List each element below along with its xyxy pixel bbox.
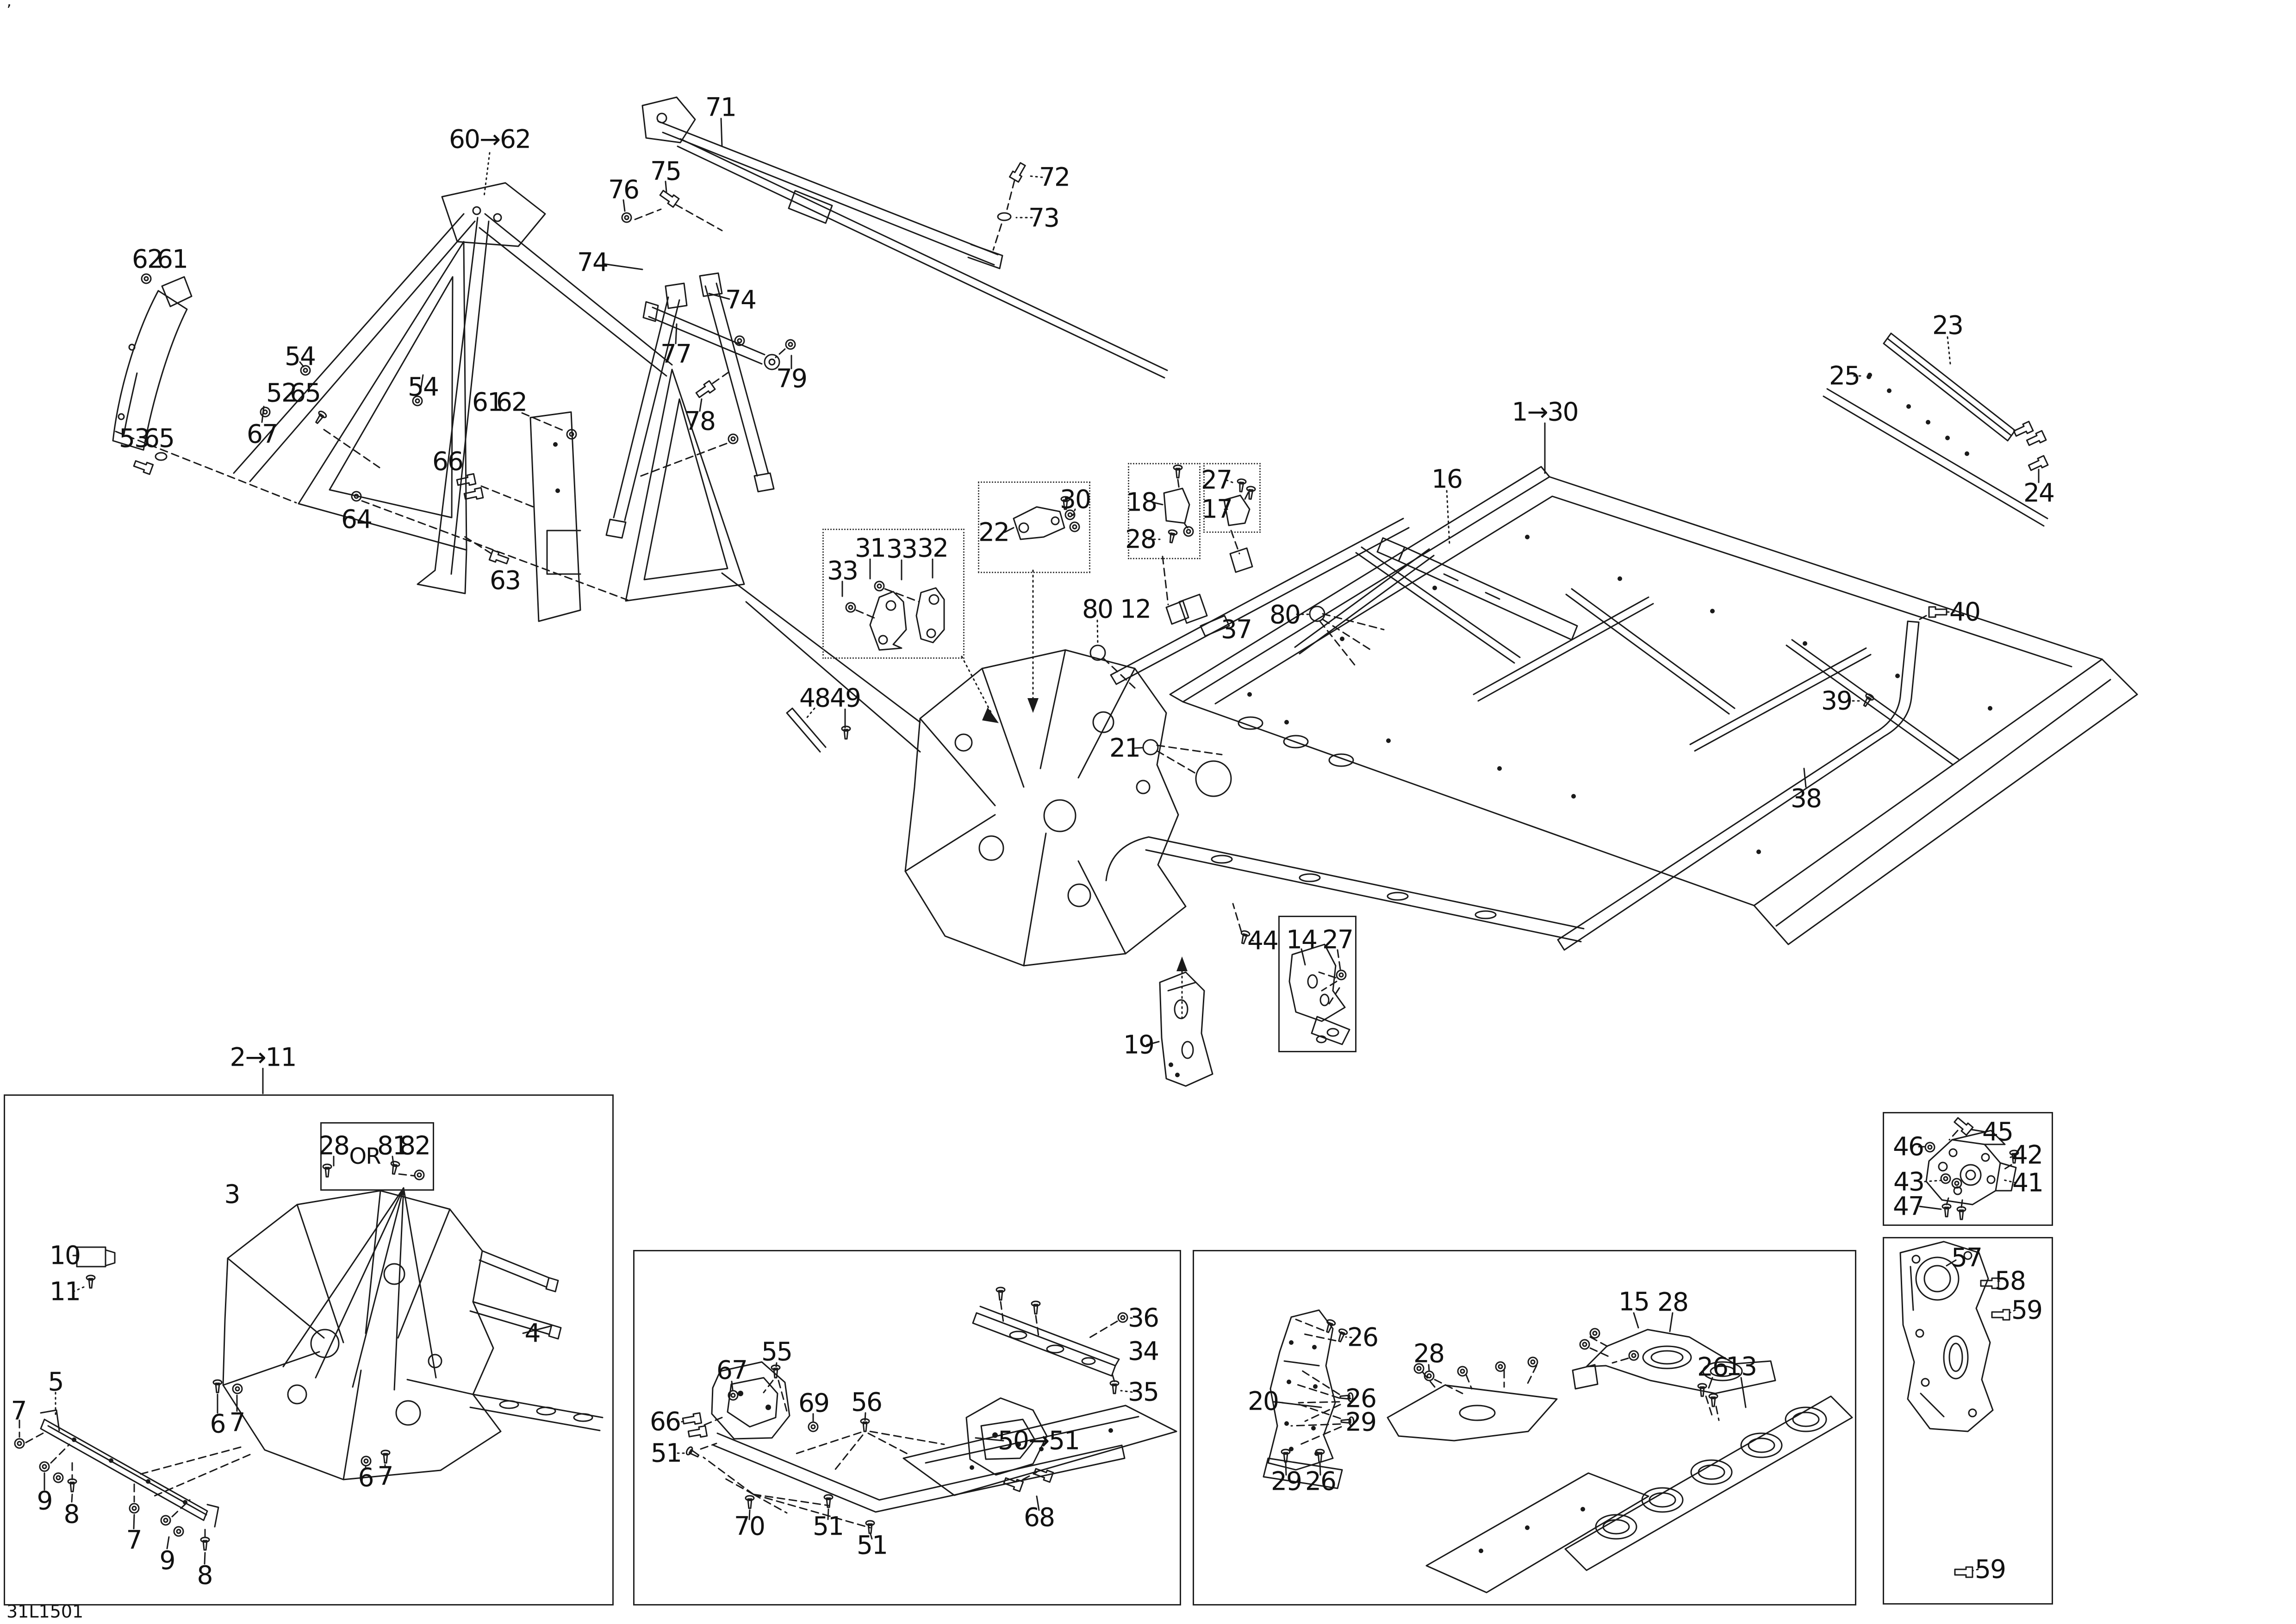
callout-40: 40 xyxy=(1949,597,1980,627)
callout-46: 46 xyxy=(1893,1131,1923,1162)
callout-47: 47 xyxy=(1893,1191,1923,1221)
callout-OR: OR xyxy=(349,1143,380,1169)
callout-26: 26 xyxy=(1347,1322,1378,1352)
part-group-57-59 xyxy=(1883,1237,2053,1605)
callout-59: 59 xyxy=(1975,1554,2005,1584)
callout-28: 28 xyxy=(1657,1287,1688,1317)
callout-56: 56 xyxy=(851,1387,882,1417)
callout-80: 80 xyxy=(1082,594,1113,624)
callout-67: 67 xyxy=(716,1355,747,1385)
callout-20: 20 xyxy=(1248,1386,1278,1416)
callout-22: 22 xyxy=(978,517,1009,547)
callout-18: 18 xyxy=(1126,487,1157,517)
callout-16: 16 xyxy=(1431,464,1462,494)
callout-66: 66 xyxy=(650,1406,680,1437)
callout-7: 7 xyxy=(126,1525,142,1555)
callout-37: 37 xyxy=(1221,614,1251,644)
callout-69: 69 xyxy=(798,1388,829,1418)
callout-5: 5 xyxy=(48,1367,63,1397)
callout-57: 57 xyxy=(1951,1243,1982,1273)
callout-61: 61 xyxy=(472,387,503,417)
callout-19: 19 xyxy=(1123,1030,1154,1060)
callout-72: 72 xyxy=(1039,162,1070,192)
part-group-2-11 xyxy=(4,1094,614,1605)
callout-13: 13 xyxy=(1726,1351,1756,1381)
callout-36: 36 xyxy=(1128,1303,1158,1333)
part-group-bumper xyxy=(633,1250,1181,1605)
callout-33: 33 xyxy=(886,534,917,564)
callout-77: 77 xyxy=(660,339,691,369)
callout-63: 63 xyxy=(490,565,520,595)
callout-76: 76 xyxy=(608,175,639,205)
callout-26: 26 xyxy=(1305,1466,1336,1496)
callout-52: 52 xyxy=(266,378,297,408)
callout-29: 29 xyxy=(1345,1407,1376,1437)
callout-29: 29 xyxy=(1271,1466,1301,1496)
callout-27: 27 xyxy=(1201,465,1232,495)
callout-82: 82 xyxy=(399,1131,430,1161)
tunnel-frame xyxy=(722,333,2137,1086)
callout-81: 81 xyxy=(377,1131,408,1161)
callout-66: 66 xyxy=(432,446,463,476)
callout-33: 33 xyxy=(827,556,858,586)
callout-31: 31 xyxy=(855,533,885,563)
callout-62: 62 xyxy=(496,387,527,417)
callout-23: 23 xyxy=(1932,310,1963,340)
callout-7: 7 xyxy=(11,1396,26,1426)
stray-mark: ’ xyxy=(6,1,12,20)
callout-51: 51 xyxy=(857,1530,887,1560)
callout-8: 8 xyxy=(63,1499,79,1529)
callout-45: 45 xyxy=(1982,1117,2013,1147)
callout-26: 26 xyxy=(1345,1383,1376,1413)
callout-75: 75 xyxy=(650,156,681,186)
callout-38: 38 xyxy=(1791,783,1821,813)
callout-42: 42 xyxy=(2012,1140,2042,1170)
callout-10: 10 xyxy=(50,1240,80,1270)
callout-74: 74 xyxy=(725,285,756,315)
callout-78: 78 xyxy=(684,406,715,436)
callout-26: 26 xyxy=(1697,1352,1728,1382)
callout-7: 7 xyxy=(377,1461,393,1491)
callout-12: 12 xyxy=(1120,594,1151,624)
callout-61: 61 xyxy=(157,244,187,274)
callout-43: 43 xyxy=(1893,1167,1924,1197)
callout-55: 55 xyxy=(761,1337,792,1367)
callout-74: 74 xyxy=(577,247,608,277)
callout-7: 7 xyxy=(229,1407,245,1437)
document-code: 31L1501 xyxy=(6,1601,84,1622)
callout-64: 64 xyxy=(341,504,372,534)
callout-28: 28 xyxy=(1413,1338,1444,1368)
callout-70: 70 xyxy=(734,1511,765,1541)
callout-58: 58 xyxy=(1995,1266,2025,1296)
callout-27: 27 xyxy=(1322,924,1353,955)
callout-34: 34 xyxy=(1128,1336,1158,1366)
callout-54: 54 xyxy=(285,341,315,371)
part-group-heat-shields xyxy=(1193,1250,1856,1605)
callout-80: 80 xyxy=(1269,600,1300,630)
callout-67: 67 xyxy=(247,419,277,449)
callout-17: 17 xyxy=(1201,494,1232,524)
callout-35: 35 xyxy=(1128,1377,1158,1407)
callout-65: 65 xyxy=(143,423,174,453)
callout-11: 11 xyxy=(50,1276,80,1306)
callout-79: 79 xyxy=(776,363,807,394)
callout-41: 41 xyxy=(2012,1168,2043,1198)
callout-21: 21 xyxy=(1109,733,1140,763)
callout-32: 32 xyxy=(917,533,948,563)
callout-3: 3 xyxy=(224,1179,240,1209)
callout-48: 48 xyxy=(799,683,830,713)
callout-73: 73 xyxy=(1028,203,1059,233)
callout-2-11: 2→11 xyxy=(230,1042,296,1072)
callout-30: 30 xyxy=(1060,484,1090,514)
callout-54: 54 xyxy=(408,372,438,402)
callout-49: 49 xyxy=(830,683,860,713)
callout-71: 71 xyxy=(705,92,736,122)
callout-9: 9 xyxy=(37,1486,52,1516)
callout-14: 14 xyxy=(1286,924,1317,955)
callout-65: 65 xyxy=(290,378,320,408)
callout-51: 51 xyxy=(813,1511,843,1541)
callout-50-51: 50→51 xyxy=(997,1425,1080,1455)
callout-25: 25 xyxy=(1829,361,1860,391)
callout-44: 44 xyxy=(1247,925,1278,956)
callout-24: 24 xyxy=(2023,478,2054,508)
callout-60-62: 60→62 xyxy=(448,124,531,154)
steering-rods xyxy=(604,92,1167,538)
callout-59: 59 xyxy=(2011,1295,2042,1325)
callout-62: 62 xyxy=(132,244,162,274)
callout-68: 68 xyxy=(1024,1502,1054,1532)
callout-51: 51 xyxy=(651,1438,681,1468)
callout-8: 8 xyxy=(197,1560,212,1590)
callout-1-30: 1→30 xyxy=(1512,397,1578,427)
callout-4: 4 xyxy=(524,1318,540,1348)
callout-39: 39 xyxy=(1821,686,1852,716)
callout-6: 6 xyxy=(210,1409,225,1439)
callout-53: 53 xyxy=(119,423,149,453)
callout-28: 28 xyxy=(1125,524,1156,554)
callout-28: 28 xyxy=(318,1131,349,1161)
callout-6: 6 xyxy=(358,1462,373,1493)
callout-15: 15 xyxy=(1618,1287,1649,1317)
callout-9: 9 xyxy=(159,1545,175,1575)
